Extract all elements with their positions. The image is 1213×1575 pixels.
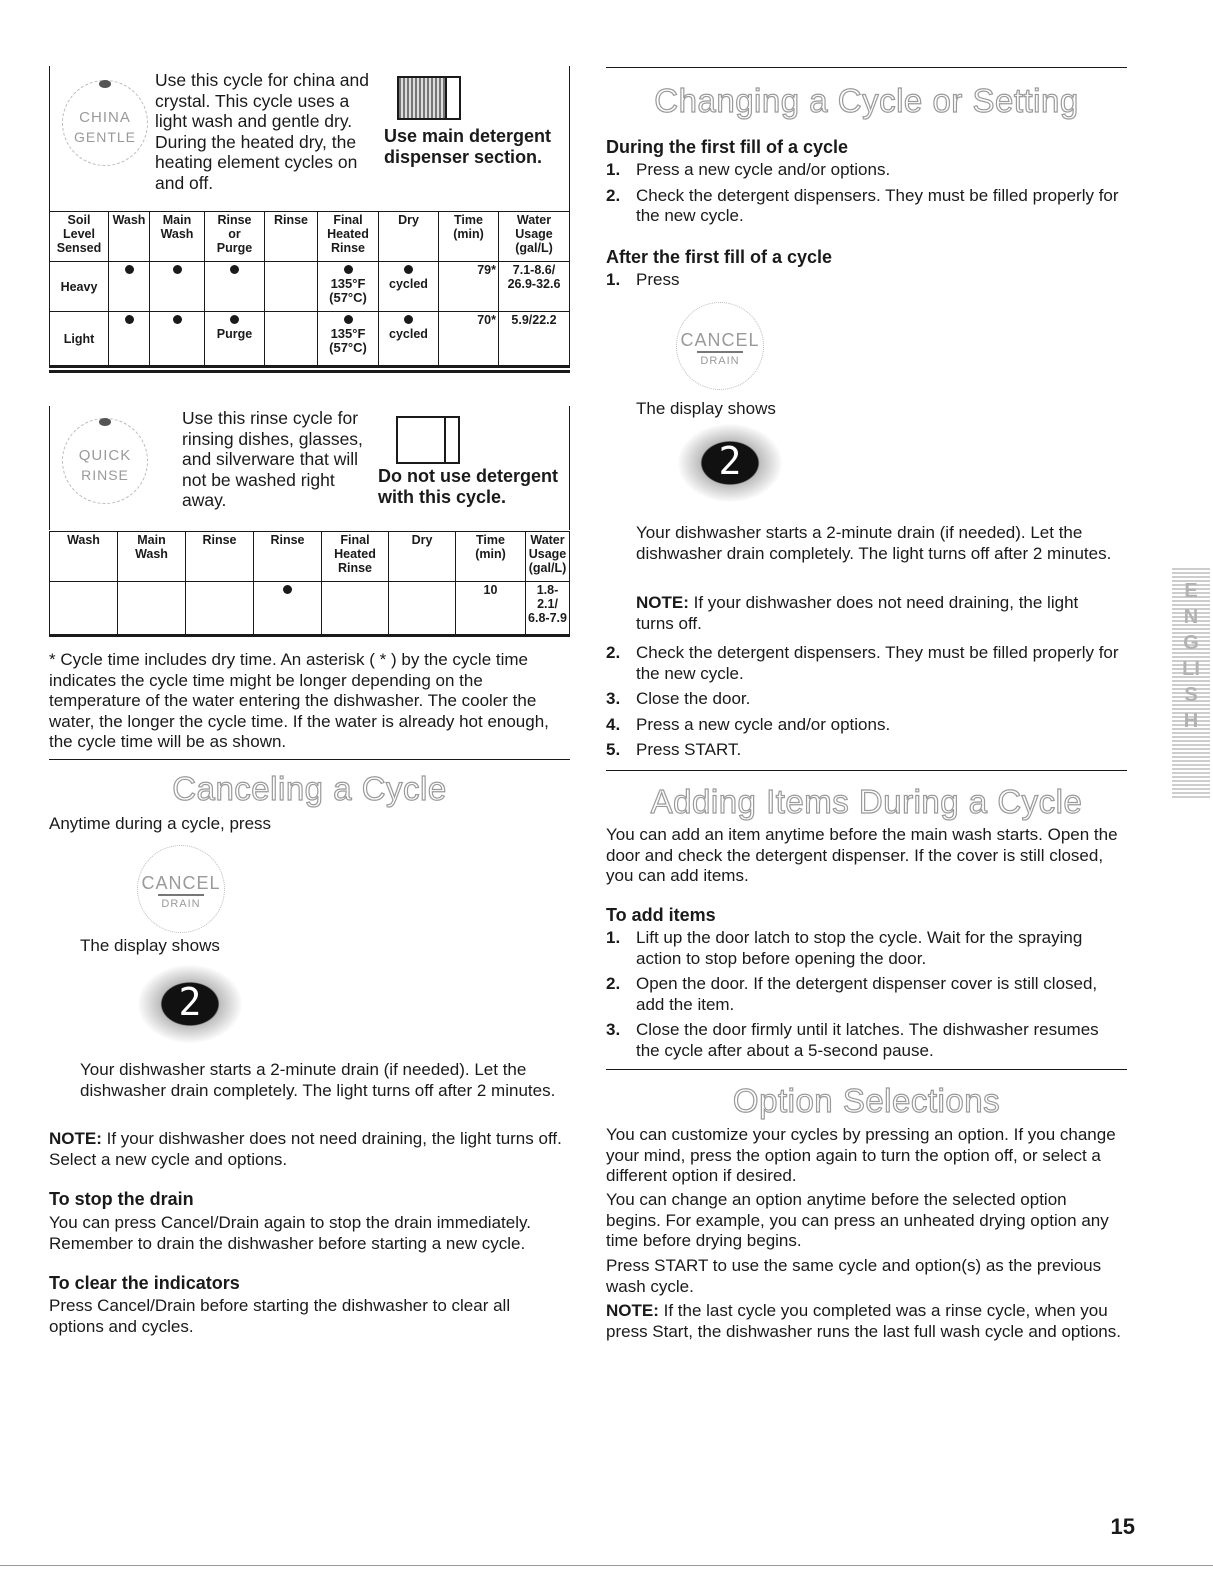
table-header: Water Usage (gal/L) bbox=[499, 212, 570, 262]
changing-display-shows: The display shows bbox=[636, 399, 776, 418]
list-item: 2. Check the detergent dispensers. They must be filled properly for the new cycle. bbox=[606, 185, 1119, 225]
options-p1: You can customize your cycles by pressing an option. If you change your mind, press the option again to turn the option off, or select a different option if desired. bbox=[606, 1125, 1116, 1185]
bottom-edge-rule bbox=[0, 1565, 1213, 1566]
table-header: Dry bbox=[379, 212, 439, 262]
first-fill-heading: During the first fill of a cycle bbox=[606, 137, 849, 157]
table-header: Water Usage (gal/L) bbox=[526, 532, 570, 582]
table-row: 10 1.8-2.1/ 6.8-7.9 bbox=[50, 582, 570, 636]
adding-heading: Adding Items During a Cycle bbox=[650, 783, 1083, 820]
after-fill-steps bbox=[606, 643, 1126, 761]
stop-drain-heading: To stop the drain bbox=[49, 1189, 194, 1209]
display-digit-icon: 2 bbox=[138, 965, 242, 1043]
to-add-items-heading: To add items bbox=[606, 905, 716, 925]
after-fill-heading: After the first fill of a cycle bbox=[606, 247, 833, 267]
canceling-intro: Anytime during a cycle, press bbox=[49, 814, 272, 833]
table-header: Final Heated Rinse bbox=[322, 532, 389, 582]
clear-indicators-text: Press Cancel/Drain before starting the dishwasher to clear all options and cycles. bbox=[49, 1296, 511, 1336]
cancel-drain-button[interactable]: CANCEL DRAIN bbox=[137, 845, 225, 933]
table-header: Rinse or Purge bbox=[205, 212, 265, 262]
changing-drain-text: Your dishwasher starts a 2-minute drain (if needed). Let the dishwasher drain completely. The light turns off after 2 minutes. bbox=[636, 523, 1112, 563]
table-header: Main Wash bbox=[118, 532, 186, 582]
cycle-time-footnote: * Cycle time includes dry time. An asterisk ( * ) by the cycle time indicates the cycle time might be longer depending on the temperature of the water entering the dishwasher. The cooler the water, the longer the cycle time. If the water is already hot enough, the cycle time will be as shown. bbox=[49, 650, 549, 751]
options-p2: You can change an option anytime before the selected option begins. For example, you can press an unheated drying option any time before drying begins. bbox=[606, 1190, 1109, 1250]
table-header: Time (min) bbox=[456, 532, 526, 582]
stop-drain-text: You can press Cancel/Drain again to stop the drain immediately. Remember to drain the dishwasher before starting a new cycle. bbox=[49, 1213, 531, 1253]
china-gentle-table bbox=[49, 211, 570, 368]
table-header: Rinse bbox=[186, 532, 254, 582]
quick-rinse-table bbox=[49, 531, 570, 637]
table-header: Main Wash bbox=[150, 212, 205, 262]
dispenser-empty-icon bbox=[396, 416, 460, 462]
display-digit-icon: 2 bbox=[678, 424, 782, 502]
list-item: 1. Press a new cycle and/or options. bbox=[606, 160, 891, 179]
first-fill-steps bbox=[606, 160, 1126, 227]
add-items-steps bbox=[606, 928, 1126, 1061]
options-heading: Option Selections bbox=[732, 1082, 1001, 1119]
quick-rinse-description: Use this rinse cycle for rinsing dishes, glasses, and silverware that will not be washed right away. bbox=[182, 408, 363, 510]
options-note: NOTE: If the last cycle you completed was a rinse cycle, when you press Start, the dishwasher runs the last full wash cycle and options. bbox=[606, 1301, 1121, 1341]
options-p3: Press START to use the same cycle and option(s) as the previous wash cycle. bbox=[606, 1256, 1102, 1296]
table-header: Rinse bbox=[265, 212, 318, 262]
list-item: 2. Check the detergent dispensers. They must be filled properly for the new cycle. bbox=[606, 643, 1119, 683]
canceling-display-shows: The display shows bbox=[80, 936, 220, 955]
list-item: 1. Press bbox=[606, 270, 680, 289]
adding-intro: You can add an item anytime before the main wash starts. Open the door and check the detergent dispenser. If the cover is still closed, you can add items. bbox=[606, 825, 1118, 885]
china-gentle-description: Use this cycle for china and crystal. This cycle uses a light wash and gentle dry. During the heated dry, the heating element cycles on and off. bbox=[155, 70, 369, 193]
table-header: Dry bbox=[389, 532, 456, 582]
dispenser-main-filled-icon bbox=[397, 76, 461, 118]
list-item: 3. Close the door firmly until it latches. The dishwasher resumes the cycle after about a 5-second pause. bbox=[606, 1020, 1099, 1060]
table-header: Soil Level Sensed bbox=[50, 212, 109, 262]
clear-indicators-heading: To clear the indicators bbox=[49, 1273, 240, 1293]
page-number: 15 bbox=[1110, 1514, 1135, 1539]
list-item: 1. Lift up the door latch to stop the cycle. Wait for the spraying action to stop before opening the door. bbox=[606, 928, 1083, 968]
table-header: Wash bbox=[109, 212, 150, 262]
changing-heading: Changing a Cycle or Setting bbox=[654, 82, 1079, 119]
canceling-drain-text: Your dishwasher starts a 2-minute drain (if needed). Let the dishwasher drain completely. The light turns off after 2 minutes. bbox=[80, 1060, 556, 1100]
table-header: Time (min) bbox=[439, 212, 499, 262]
china-detergent-note: Use main detergent dispenser section. bbox=[384, 126, 552, 167]
quick-rinse-icon: QUICK RINSE bbox=[62, 418, 148, 504]
canceling-heading: Canceling a Cycle bbox=[172, 770, 447, 807]
list-item: 2. Open the door. If the detergent dispenser cover is still closed, add the item. bbox=[606, 974, 1098, 1014]
table-header: Rinse bbox=[254, 532, 322, 582]
list-item: 5. Press START. bbox=[606, 740, 742, 759]
after-fill-step-1 bbox=[606, 270, 1126, 291]
cancel-drain-button[interactable]: CANCEL DRAIN bbox=[676, 302, 764, 390]
quick-rinse-detergent-note: Do not use detergent with this cycle. bbox=[378, 466, 559, 507]
table-row: Light Purge 135°F (57°C) cycled 70* 5.9/22.2 bbox=[50, 312, 570, 367]
table-row: Heavy 135°F (57°C) cycled 79* 7.1-8.6/ 26.9-32.6 bbox=[50, 262, 570, 312]
side-language-tab: ENGLISH bbox=[1172, 568, 1210, 798]
changing-note: NOTE: If your dishwasher does not need draining, the light turns off. bbox=[636, 593, 1079, 633]
table-header: Final Heated Rinse bbox=[318, 212, 379, 262]
list-item: 4. Press a new cycle and/or options. bbox=[606, 714, 891, 734]
table-header: Wash bbox=[50, 532, 118, 582]
china-gentle-icon: CHINA GENTLE bbox=[62, 80, 148, 166]
list-item: 3. Close the door. bbox=[606, 689, 751, 708]
canceling-note: NOTE: If your dishwasher does not need draining, the light turns off. Select a new cycle and options. bbox=[49, 1129, 562, 1169]
